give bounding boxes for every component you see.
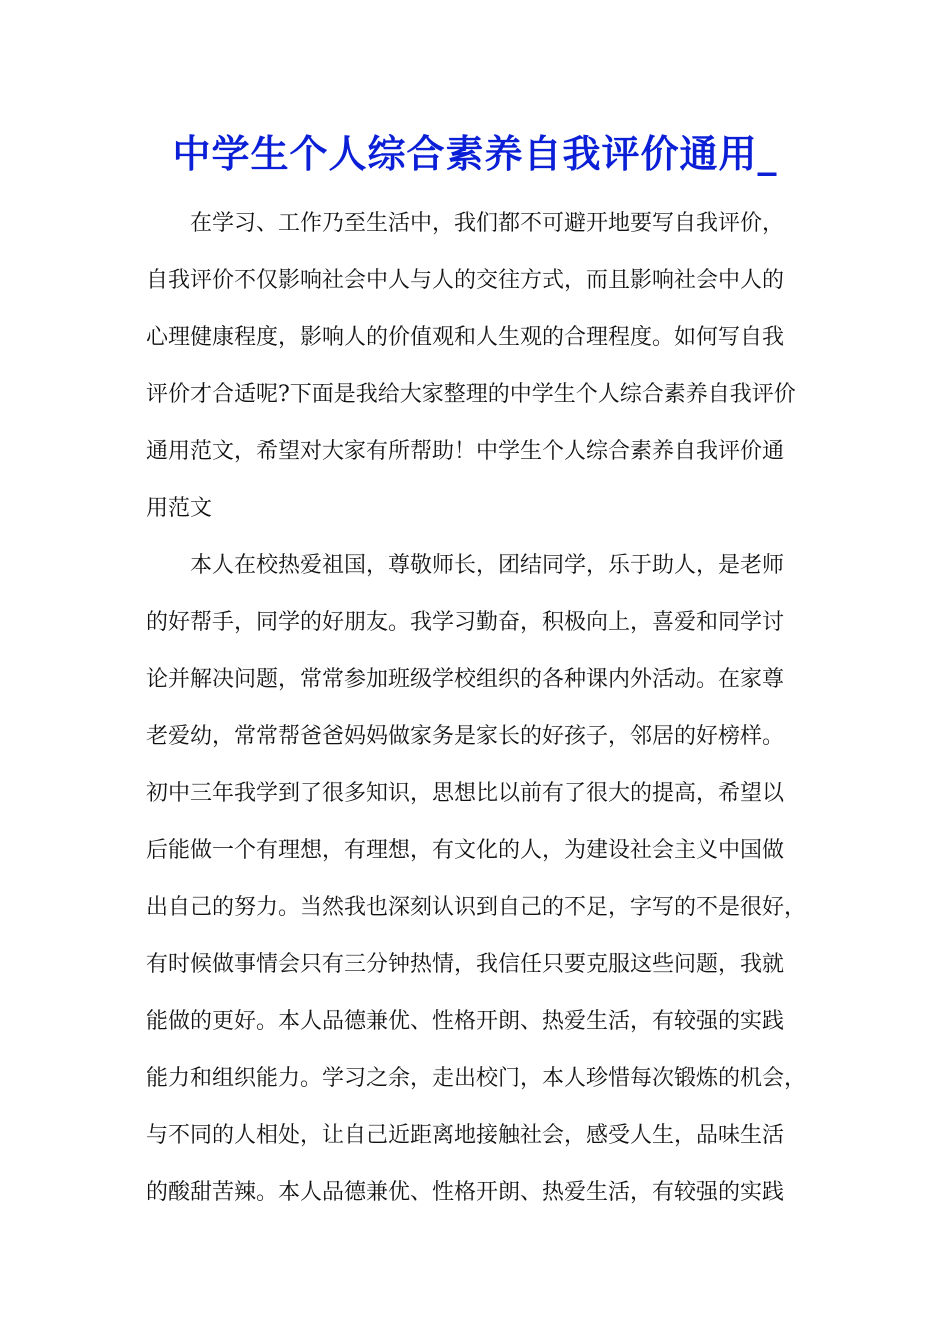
paragraph-2-line-5: 初中三年我学到了很多知识，思想比以前有了很大的提高，希望以 [146,781,785,806]
paragraph-2-line-11: 与不同的人相处，让自己近距离地接触社会，感受人生，品味生活 [146,1123,785,1148]
paragraph-2-line-1: 本人在校热爱祖国，尊敬师长，团结同学，乐于助人，是老师 [190,553,785,578]
paragraph-2-line-12: 的酸甜苦辣。本人品德兼优、性格开朗、热爱生活，有较强的实践 [146,1180,785,1205]
paragraph-1-line-5: 通用范文，希望对大家有所帮助！中学生个人综合素养自我评价通 [146,439,785,464]
paragraph-2-line-3: 论并解决问题，常常参加班级学校组织的各种课内外活动。在家尊 [146,667,785,692]
paragraph-2-line-4: 老爱幼，常常帮爸爸妈妈做家务是家长的好孩子，邻居的好榜样。 [146,724,785,749]
paragraph-1-line-6: 用范文 [146,496,213,521]
paragraph-1-line-2: 自我评价不仅影响社会中人与人的交往方式，而且影响社会中人的 [146,268,785,293]
paragraph-2-line-9: 能做的更好。本人品德兼优、性格开朗、热爱生活，有较强的实践 [146,1009,785,1034]
paragraph-1-line-4: 评价才合适呢?下面是我给大家整理的中学生个人综合素养自我评价 [146,382,796,407]
paragraph-2-line-10: 能力和组织能力。学习之余，走出校门，本人珍惜每次锻炼的机会， [146,1066,807,1091]
paragraph-1-line-3: 心理健康程度，影响人的价值观和人生观的合理程度。如何写自我 [146,325,785,350]
document-title: 中学生个人综合素养自我评价通用_ [172,131,778,176]
paragraph-2-line-8: 有时候做事情会只有三分钟热情，我信任只要克服这些问题，我就 [146,952,785,977]
paragraph-1-line-1: 在学习、工作乃至生活中，我们都不可避开地要写自我评价， [190,211,785,236]
paragraph-2-line-7: 出自己的努力。当然我也深刻认识到自己的不足，字写的不是很好， [146,895,807,920]
paragraph-2-line-2: 的好帮手，同学的好朋友。我学习勤奋，积极向上，喜爱和同学讨 [146,610,785,635]
paragraph-2-line-6: 后能做一个有理想，有理想，有文化的人，为建设社会主义中国做 [146,838,785,863]
